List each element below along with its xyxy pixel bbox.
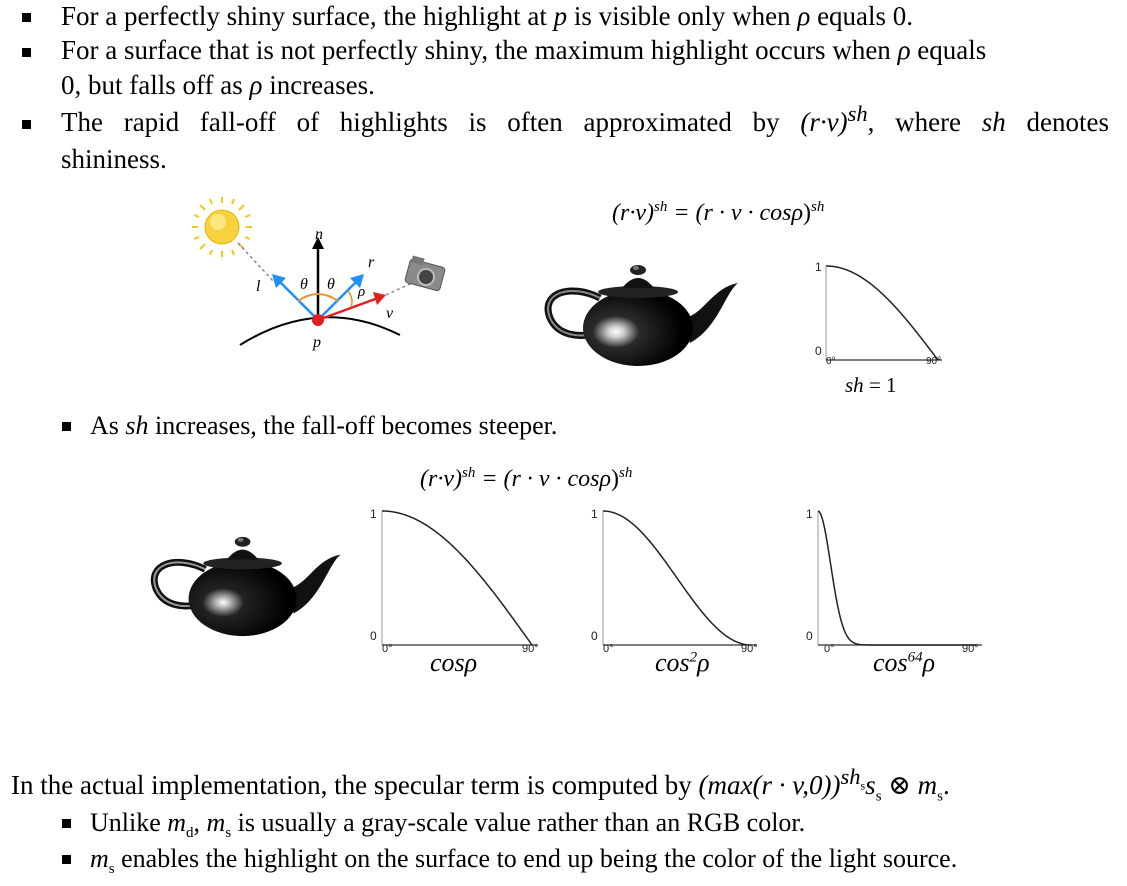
reflection-diagram — [190, 195, 460, 365]
plot-cos64-curve — [818, 511, 976, 645]
plot-cos64-svg — [800, 505, 1000, 655]
label-r: r — [368, 254, 375, 271]
plot-y0-label: 0 — [806, 629, 813, 643]
label-v: v — [386, 305, 394, 322]
plot-cos2 — [585, 505, 780, 655]
label-n: n — [315, 226, 323, 243]
label-l: l — [256, 278, 261, 295]
plot-sh1-svg — [812, 258, 952, 370]
plot-x90-label: 90° — [522, 643, 539, 655]
label-rho: ρ — [358, 284, 366, 300]
plot-cos-caption: cosρ — [430, 648, 478, 677]
plot-x0-label: 0° — [382, 643, 393, 655]
plot-x90-label: 90° — [741, 643, 758, 655]
plot-x0-label: 0° — [824, 643, 835, 655]
camera-icon — [405, 256, 446, 292]
bullet-marker — [22, 13, 31, 22]
plot-x90-label: 90° — [962, 643, 979, 655]
plot-sh1-curve — [826, 266, 938, 360]
plot-cos64 — [800, 505, 1000, 655]
bullet-marker — [22, 120, 31, 129]
plot-cos-curve — [382, 511, 532, 645]
bullet-text-3: The rapid fall-off of highlights is often approximated by $(r\cdot v)^{sh}$, where sh denotes — [61, 101, 1109, 137]
plot-y0-label: 0 — [815, 344, 822, 358]
plot-y0-label: 0 — [591, 629, 598, 643]
plot-cos2-curve — [603, 511, 751, 645]
bullet-text-2: For a surface that is not perfectly shiny, the maximum highlight occurs when ρ equals — [61, 35, 987, 65]
equation-mid: $(r\cdot v)^{sh} = (r \cdot v \cdot \cos\rho)^{sh}$ — [420, 465, 633, 492]
bullet-marker — [62, 819, 71, 828]
plot-sh1-caption: sh = 1 — [845, 373, 897, 397]
plot-x0-label: 0° — [603, 643, 614, 655]
plot-cos2-svg — [585, 505, 780, 655]
plot-y1-label: 1 — [806, 507, 813, 521]
implementation-text: In the actual implementation, the specular term is computed by $(\max(r \cdot v,0))^{sh_s}s_s$ ⊗ $m_s$. — [11, 764, 950, 805]
plot-y1-label: 1 — [591, 507, 598, 521]
plot-x0-label: 0° — [826, 356, 836, 367]
bottom-bullet-2: $m_s$ enables the highlight on the surface to end up being the color of the light source. — [90, 844, 958, 878]
teapot-image — [142, 530, 352, 640]
label-theta-2: θ — [327, 276, 335, 293]
bullet-text-2-line2: 0, but falls off as ρ increases. — [61, 70, 375, 100]
bullet-text-1: For a perfectly shiny surface, the highlight at p is visible only when ρ equals 0. — [61, 1, 914, 31]
plot-cos-svg — [362, 505, 562, 655]
plot-sh1 — [812, 258, 952, 370]
bottom-bullet-1: Unlike $m_d$, $m_s$ is usually a gray-scale value rather than an RGB color. — [90, 808, 806, 842]
label-p: p — [313, 334, 321, 351]
plot-cos — [362, 505, 562, 655]
bullet-marker — [62, 422, 71, 431]
teapot-image — [540, 258, 745, 370]
plot-cos64-caption: $\cos^{64}\rho$ — [873, 648, 936, 677]
equation-top: $(r\cdot v)^{sh} = (r \cdot v \cdot \cos\rho)^{sh}$ — [612, 199, 825, 226]
label-theta-1: θ — [300, 276, 308, 293]
bullet-text-3-line2: shininess. — [61, 144, 167, 174]
plot-cos2-caption: $\cos^2\rho$ — [655, 648, 710, 677]
mid-bullet-text: As sh increases, the fall-off becomes steeper. — [90, 411, 558, 440]
bullet-marker — [22, 48, 31, 57]
plot-x90-label: 90° — [926, 356, 942, 367]
plot-y1-label: 1 — [370, 507, 377, 521]
plot-y1-label: 1 — [815, 260, 822, 274]
plot-y0-label: 0 — [370, 629, 377, 643]
bullet-marker — [62, 855, 71, 864]
